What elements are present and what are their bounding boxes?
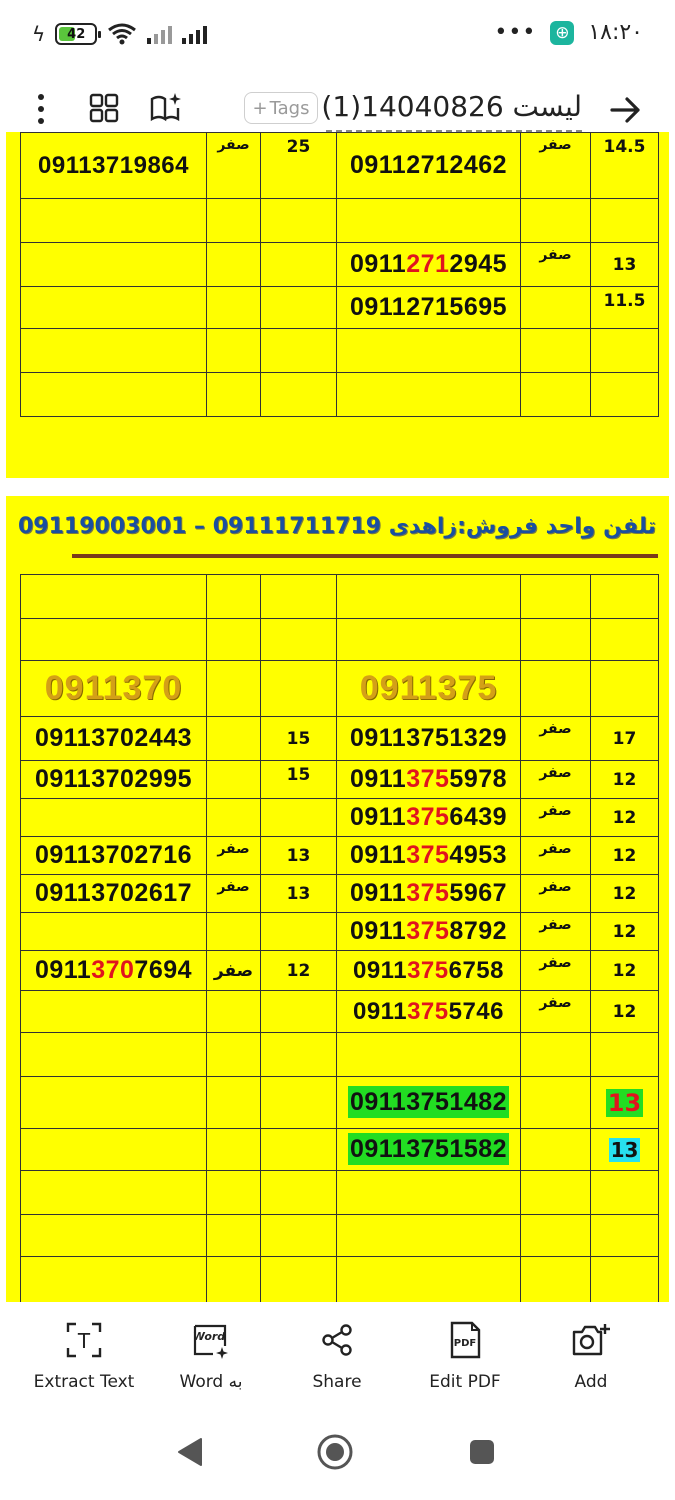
phone-number: 09113702716 [21,837,207,875]
price-value: 13 [591,243,659,287]
table-row [21,619,659,661]
phone-number: 09113758792 [337,913,521,951]
more-options-button[interactable] [26,92,56,126]
price-label: صفر [521,243,591,287]
price-value-highlighted: 13 [591,1129,659,1171]
price-value: 13 [261,875,337,913]
phone-number: 09113755746 [337,991,521,1033]
grid-icon [89,93,119,123]
book-sparkle-icon [149,91,183,125]
price-value: 12 [591,875,659,913]
page-grid-button[interactable] [88,92,120,124]
table-row [21,287,659,329]
wifi-icon [107,22,137,46]
share-icon [320,1323,354,1357]
system-nav-bar [0,1410,675,1500]
document-title[interactable]: لیست 14040826(1) [326,84,582,132]
clock: ۱۸:۲۰ [588,20,643,45]
phone-number: 09113756758 [337,951,521,991]
extract-text-button[interactable] [19,1320,149,1400]
nav-recents-button[interactable] [460,1430,504,1474]
signal-sim2-icon [182,24,207,44]
back-triangle-icon [175,1436,205,1468]
table-row [21,761,659,799]
price-label: صفر [521,913,591,951]
arrow-right-icon [610,96,642,124]
table-row [21,1077,659,1129]
battery-level: 42 [67,26,86,42]
price-value-highlighted: 13 [591,1077,659,1129]
phone-number: 09113707694 [21,951,207,991]
svg-text:T: T [77,1329,91,1353]
phone-number: 09113702443 [21,717,207,761]
extract-text-label: Extract Text [33,1372,135,1392]
price-label: صفر [521,761,591,799]
price-value: 11.5 [591,287,659,329]
price-label: صفر [521,951,591,991]
document-page-1 [6,132,669,478]
phone-number: 09113755978 [337,761,521,799]
banner-underline [72,554,658,558]
more-notifications-icon: ••• [494,20,537,45]
recents-square-icon [467,1437,497,1467]
phone-number: 09113756439 [337,799,521,837]
document-viewer[interactable] [0,137,675,1302]
price-label: صفر [207,133,261,199]
phone-number: 09112712462 [337,133,521,199]
price-label: صفر [521,717,591,761]
phone-number: 09113702617 [21,875,207,913]
table-row [21,951,659,991]
price-label: صفر [521,133,591,199]
signal-sim1-icon [147,24,172,44]
price-value: 12 [591,913,659,951]
table-row [21,1033,659,1077]
table-row [21,199,659,243]
status-right [494,20,643,45]
word-icon [191,1320,231,1360]
to-word-button[interactable] [146,1320,276,1400]
nav-back-button[interactable] [168,1430,212,1474]
home-circle-icon [315,1432,355,1472]
prefix-heading: 0911375 [337,661,521,717]
dot-icon [38,106,44,112]
phone-number: 09113702995 [21,761,207,799]
table-row [21,913,659,951]
camera-add-icon [571,1322,611,1358]
table-row [21,329,659,373]
table-row [21,799,659,837]
share-label: Share [312,1372,362,1392]
price-value: 12 [591,837,659,875]
pdf-icon [448,1321,482,1359]
table-row [21,373,659,417]
price-value: 25 [261,133,337,199]
price-value: 13 [261,837,337,875]
document-page-2 [6,496,669,1326]
number-table-2 [20,574,659,1307]
nav-home-button[interactable] [313,1430,357,1474]
phone-number: 09113719864 [21,133,207,199]
charging-icon: ϟ [32,22,46,46]
price-value: 15 [261,717,337,761]
phone-number: 09112715695 [337,287,521,329]
table-row [21,837,659,875]
price-value: 12 [591,951,659,991]
dot-icon [38,118,44,124]
add-page-button[interactable] [526,1320,656,1400]
bottom-action-bar [0,1302,675,1410]
price-value: 12 [591,799,659,837]
add-tags-button[interactable] [244,92,318,124]
phone-number: 09112712945 [337,243,521,287]
dot-icon [38,94,44,100]
table-row [21,991,659,1033]
app-notification-icon: ⊕ [550,21,574,45]
table-row [21,243,659,287]
to-word-label: Word به [179,1372,243,1392]
price-value: 12 [591,761,659,799]
ai-reader-button[interactable] [148,90,184,126]
tags-label: Tags [269,97,310,119]
forward-arrow-button[interactable] [606,90,646,130]
battery-icon [55,23,97,45]
plus-icon: + [252,97,268,119]
table-row [21,133,659,199]
svg-text:PDF: PDF [453,1338,477,1349]
table-row [21,1171,659,1215]
table-row [21,875,659,913]
price-value: 15 [261,761,337,799]
phone-number-highlighted: 09113751482 [337,1077,521,1129]
price-value: 12 [591,991,659,1033]
number-table-1 [20,132,659,417]
price-label: صفر [207,837,261,875]
table-row [21,1215,659,1257]
price-value: 14.5 [591,133,659,199]
table-row [21,1257,659,1307]
price-label: صفر [207,875,261,913]
edit-pdf-button[interactable] [400,1320,530,1400]
svg-text:Word: Word [192,1330,226,1343]
extract-text-icon [66,1322,102,1358]
table-row [21,717,659,761]
price-value: 17 [591,717,659,761]
phone-number: 09113751329 [337,717,521,761]
sales-contact-banner: تلفن واحد فروش:زاهدی 09111711719 – 09119003001 [18,514,656,539]
price-label: صفر [521,799,591,837]
table-row [21,1129,659,1171]
price-label: صفر [521,875,591,913]
phone-number: 09113754953 [337,837,521,875]
status-left [32,22,207,46]
edit-pdf-label: Edit PDF [429,1372,501,1392]
status-bar [0,0,675,68]
price-label: صفر [521,991,591,1033]
table-row [21,575,659,619]
price-label: صفر [207,951,261,991]
share-button[interactable] [272,1320,402,1400]
price-label: صفر [521,837,591,875]
prefix-heading: 0911370 [21,661,207,717]
phone-number: 09113755967 [337,875,521,913]
add-label: Add [574,1372,608,1392]
phone-number-highlighted: 09113751582 [337,1129,521,1171]
table-row [21,661,659,717]
price-value: 12 [261,951,337,991]
